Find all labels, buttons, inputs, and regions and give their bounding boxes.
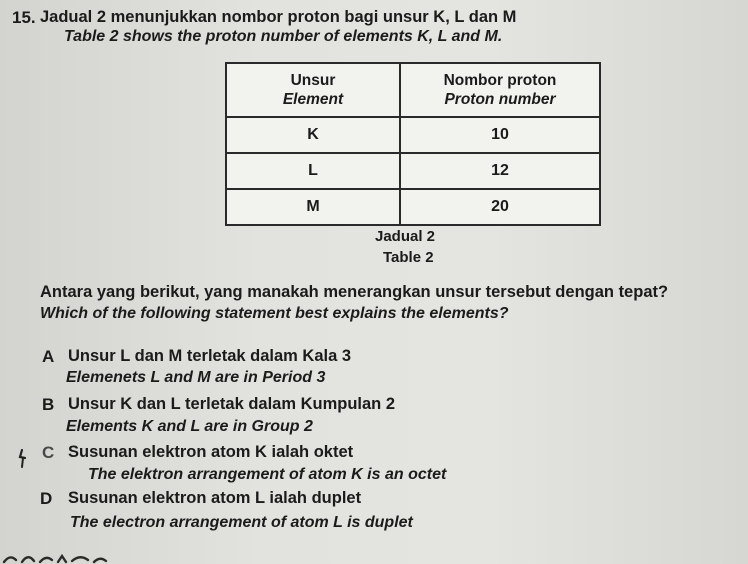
table-caption-malay: Jadual 2 bbox=[375, 228, 436, 245]
option-b-letter[interactable]: B bbox=[42, 395, 55, 414]
question-number: 15. bbox=[12, 8, 36, 27]
question-stem-english: Table 2 shows the proton number of elements K, L and M. bbox=[64, 28, 503, 45]
table-header-row bbox=[226, 63, 600, 117]
cell-element: K bbox=[226, 117, 400, 153]
option-c-letter[interactable]: C bbox=[42, 443, 55, 462]
question-stem-malay: Jadual 2 menunjukkan nombor proton bagi unsur K, L dan M bbox=[40, 8, 517, 26]
cell-element: L bbox=[226, 153, 400, 189]
cell-proton: 20 bbox=[400, 189, 600, 225]
table-row bbox=[226, 153, 600, 189]
header-proton-english: Proton number bbox=[444, 91, 556, 108]
proton-number-table bbox=[225, 62, 601, 226]
prompt-english: Which of the following statement best explains the elements? bbox=[40, 305, 509, 322]
option-b-english[interactable]: Elements K and L are in Group 2 bbox=[66, 418, 313, 435]
cell-proton: 12 bbox=[400, 153, 600, 189]
cell-element: M bbox=[226, 189, 400, 225]
header-proton-malay: Nombor proton bbox=[443, 72, 557, 89]
cropped-text-fragment bbox=[0, 548, 110, 564]
table-row bbox=[226, 117, 600, 153]
table-caption-english: Table 2 bbox=[383, 249, 434, 266]
option-a-malay[interactable]: Unsur L dan M terletak dalam Kala 3 bbox=[68, 347, 352, 365]
header-element-malay: Unsur bbox=[290, 72, 336, 89]
table-row bbox=[226, 189, 600, 225]
option-d-malay[interactable]: Susunan elektron atom L ialah duplet bbox=[68, 489, 362, 507]
cell-proton: 10 bbox=[400, 117, 600, 153]
option-d-letter[interactable]: D bbox=[40, 489, 53, 508]
header-element bbox=[226, 63, 400, 117]
option-d-english[interactable]: The electron arrangement of atom L is duplet bbox=[70, 514, 413, 531]
option-a-english[interactable]: Elemenets L and M are in Period 3 bbox=[66, 369, 326, 386]
option-b-malay[interactable]: Unsur K dan L terletak dalam Kumpulan 2 bbox=[68, 395, 396, 413]
option-c-malay[interactable]: Susunan elektron atom K ialah oktet bbox=[68, 443, 354, 461]
header-element-english: Element bbox=[282, 91, 344, 108]
pen-mark-icon bbox=[16, 448, 32, 468]
option-a-letter[interactable]: A bbox=[42, 347, 55, 366]
header-proton-number bbox=[400, 63, 600, 117]
option-c-english[interactable]: The elektron arrangement of atom K is an octet bbox=[88, 466, 447, 483]
prompt-malay: Antara yang berikut, yang manakah menerangkan unsur tersebut dengan tepat? bbox=[40, 283, 669, 301]
